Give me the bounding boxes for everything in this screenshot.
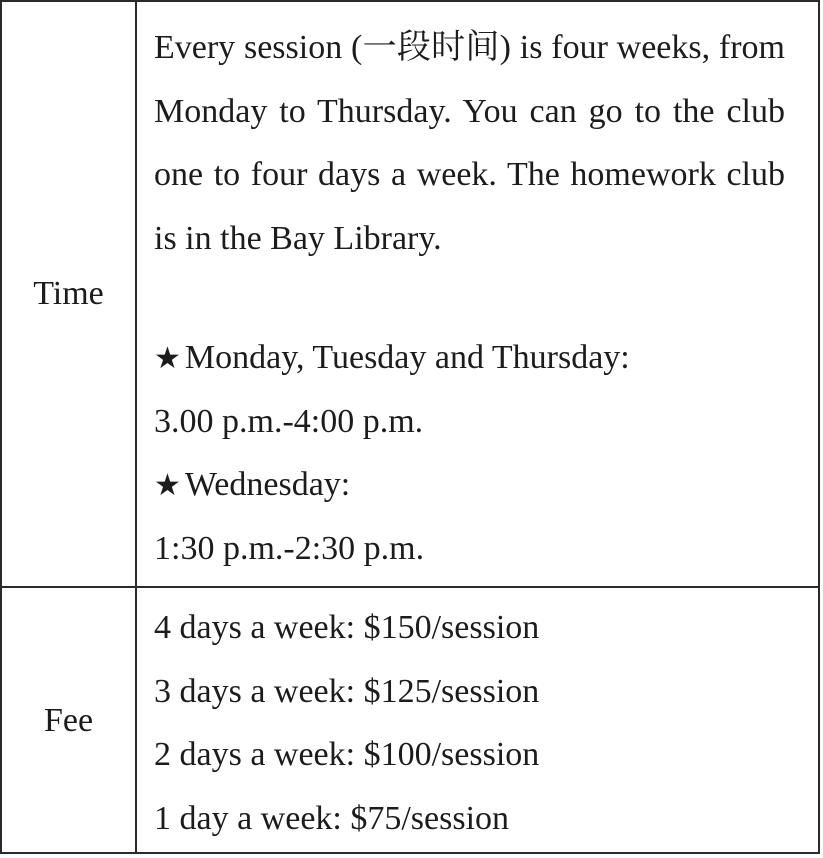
fee-item: 1 day a week: $75/session: [154, 800, 510, 837]
schedule-hours-2: 1:30 p.m.-2:30 p.m.: [154, 530, 425, 567]
schedule-hours-1: 3.00 p.m.-4:00 p.m.: [154, 403, 424, 440]
schedule-days-2: [154, 465, 350, 506]
star-icon: ★: [154, 468, 181, 503]
star-icon: ★: [154, 341, 181, 376]
schedule-days-text: Monday, Tuesday and Thursday:: [184, 339, 630, 376]
session-description: Every session (一段时间) is four weeks, from Monday to Thursday. You can go to the club one to four days a week. The homework club is in the Bay Library.: [154, 29, 785, 257]
time-content: [137, 2, 818, 586]
fee-content: [137, 588, 818, 854]
fee-item: 3 days a week: $125/session: [154, 673, 540, 710]
schedule-days-1: [154, 338, 630, 379]
fee-item: 2 days a week: $100/session: [154, 736, 540, 773]
fee-item: 4 days a week: $150/session: [154, 609, 540, 646]
fee-label: Fee: [2, 588, 137, 854]
schedule-days-text: Wednesday:: [184, 466, 351, 503]
fee-row: [2, 588, 818, 854]
time-label: Time: [2, 2, 137, 586]
time-row: [2, 2, 818, 588]
